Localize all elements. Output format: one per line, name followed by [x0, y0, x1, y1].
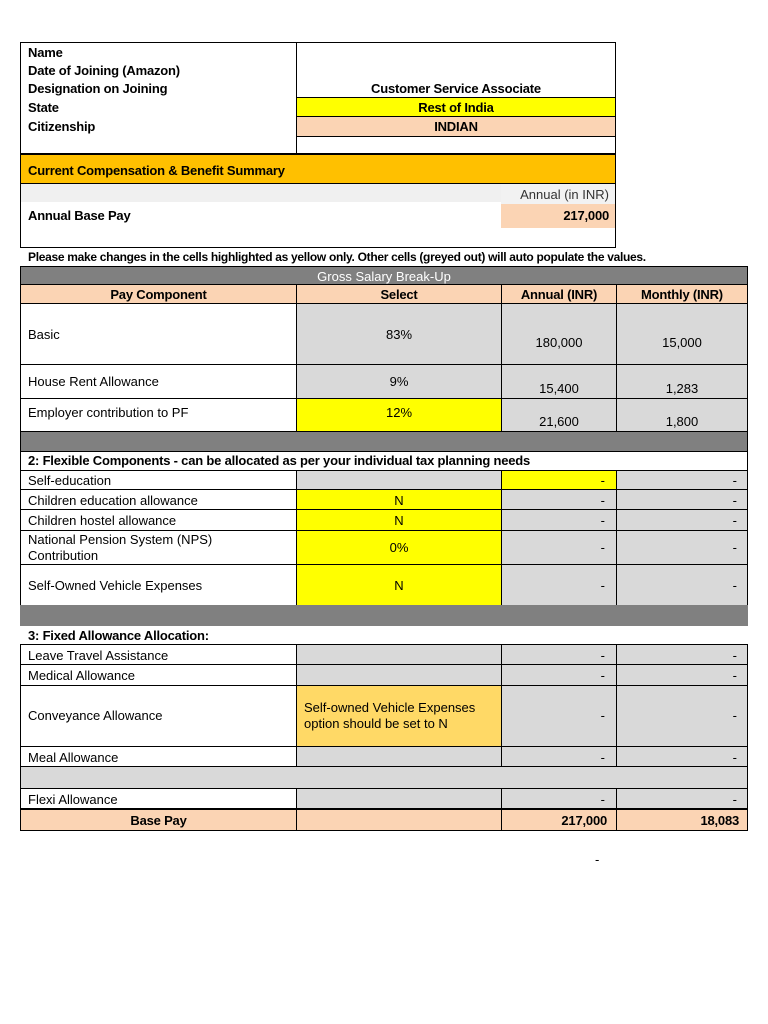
- conveyance-monthly: -: [616, 685, 748, 747]
- conveyance-note: Self-owned Vehicle Expenses option should be set to N: [296, 685, 502, 747]
- nps-select[interactable]: 0%: [296, 530, 502, 565]
- fixed-title: 3: Fixed Allowance Allocation:: [28, 628, 209, 643]
- fixed-separator-bar: [20, 766, 748, 789]
- vehicle-name: Self-Owned Vehicle Expenses: [20, 564, 297, 606]
- col-annual: Annual (INR): [501, 284, 617, 304]
- medical-select: [296, 664, 502, 686]
- medical-annual: -: [501, 664, 617, 686]
- col-pay-component: Pay Component: [20, 284, 297, 304]
- children-hostel-annual: -: [501, 509, 617, 531]
- citizenship-value: INDIAN: [434, 119, 478, 134]
- children-hostel-monthly: -: [616, 509, 748, 531]
- basic-select-cell: 83%: [296, 303, 502, 365]
- flexible-separator-bar: [20, 605, 748, 626]
- lta-name: Leave Travel Assistance: [20, 644, 297, 665]
- conveyance-name: Conveyance Allowance: [20, 685, 297, 747]
- lta-select: [296, 644, 502, 665]
- base-pay-select-cell: [296, 809, 502, 831]
- lta-monthly: -: [616, 644, 748, 665]
- pf-select-cell[interactable]: 12%: [296, 398, 502, 432]
- citizenship-value-cell: [296, 116, 616, 137]
- hra-name-cell: House Rent Allowance: [20, 364, 297, 399]
- base-pay-annual-cell: 217,000: [501, 809, 617, 831]
- gross-separator-bar: [20, 431, 748, 452]
- col-select: Select: [296, 284, 502, 304]
- flexi-monthly: -: [616, 788, 748, 809]
- medical-name: Medical Allowance: [20, 664, 297, 686]
- conveyance-annual: -: [501, 685, 617, 747]
- meal-name: Meal Allowance: [20, 746, 297, 767]
- gross-salary-title: Gross Salary Break-Up: [317, 269, 451, 284]
- self-education-name: Self-education: [20, 470, 297, 490]
- children-education-name: Children education allowance: [20, 489, 297, 510]
- self-education-annual[interactable]: -: [501, 470, 617, 490]
- citizenship-label: Citizenship: [28, 119, 96, 134]
- meal-annual: -: [501, 746, 617, 767]
- pf-monthly-cell: 1,800: [616, 398, 748, 432]
- flexible-title-cell: [20, 451, 748, 471]
- base-pay-label-cell: Base Pay: [20, 809, 297, 831]
- gross-salary-title-bar: [20, 266, 748, 285]
- name-label: Name: [28, 45, 63, 60]
- children-education-annual: -: [501, 489, 617, 510]
- state-value-cell[interactable]: [296, 97, 616, 117]
- lta-annual: -: [501, 644, 617, 665]
- nps-monthly: -: [616, 530, 748, 565]
- children-education-monthly: -: [616, 489, 748, 510]
- nps-name: National Pension System (NPS) Contribution: [20, 530, 297, 565]
- self-education-monthly: -: [616, 470, 748, 490]
- basic-annual-cell: 180,000: [501, 303, 617, 365]
- summary-grey-band: [21, 184, 501, 202]
- children-hostel-name: Children hostel allowance: [20, 509, 297, 531]
- vehicle-select[interactable]: N: [296, 564, 502, 606]
- doj-label: Date of Joining (Amazon): [28, 63, 180, 78]
- footer-dash: -: [595, 852, 600, 867]
- flexible-title: 2: Flexible Components - can be allocated as per your individual tax planning needs: [28, 453, 531, 468]
- hra-select-cell: 9%: [296, 364, 502, 399]
- designation-value: Customer Service Associate: [371, 81, 541, 96]
- meal-select: [296, 746, 502, 767]
- nps-annual: -: [501, 530, 617, 565]
- basic-monthly-cell: 15,000: [616, 303, 748, 365]
- children-hostel-select[interactable]: N: [296, 509, 502, 531]
- basic-name-cell: Basic: [20, 303, 297, 365]
- summary-annual-header: Annual (in INR): [520, 187, 609, 202]
- summary-header-bar: [20, 154, 616, 184]
- vehicle-monthly: -: [616, 564, 748, 606]
- vehicle-annual: -: [501, 564, 617, 606]
- flexi-annual: -: [501, 788, 617, 809]
- instruction-text: Please make changes in the cells highlighted as yellow only. Other cells (greyed out) will auto populate the values.: [28, 250, 646, 264]
- meal-monthly: -: [616, 746, 748, 767]
- medical-monthly: -: [616, 664, 748, 686]
- summary-title: Current Compensation & Benefit Summary: [28, 163, 285, 178]
- hra-monthly-cell: 1,283: [616, 364, 748, 399]
- annual-base-pay-label: Annual Base Pay: [28, 208, 131, 223]
- base-pay-monthly-cell: 18,083: [616, 809, 748, 831]
- flexi-select: [296, 788, 502, 809]
- col-monthly: Monthly (INR): [616, 284, 748, 304]
- pf-name-cell: Employer contribution to PF: [20, 398, 297, 432]
- flexi-name: Flexi Allowance: [20, 788, 297, 809]
- hra-annual-cell: 15,400: [501, 364, 617, 399]
- self-education-select: [296, 470, 502, 490]
- state-label: State: [28, 100, 59, 115]
- annual-base-pay-cell: [501, 204, 615, 228]
- designation-label: Designation on Joining: [28, 81, 168, 96]
- children-education-select[interactable]: N: [296, 489, 502, 510]
- annual-base-pay-value: 217,000: [563, 208, 609, 223]
- pf-annual-cell: 21,600: [501, 398, 617, 432]
- summary-annual-header-cell: [501, 184, 615, 204]
- state-value: Rest of India: [418, 100, 494, 115]
